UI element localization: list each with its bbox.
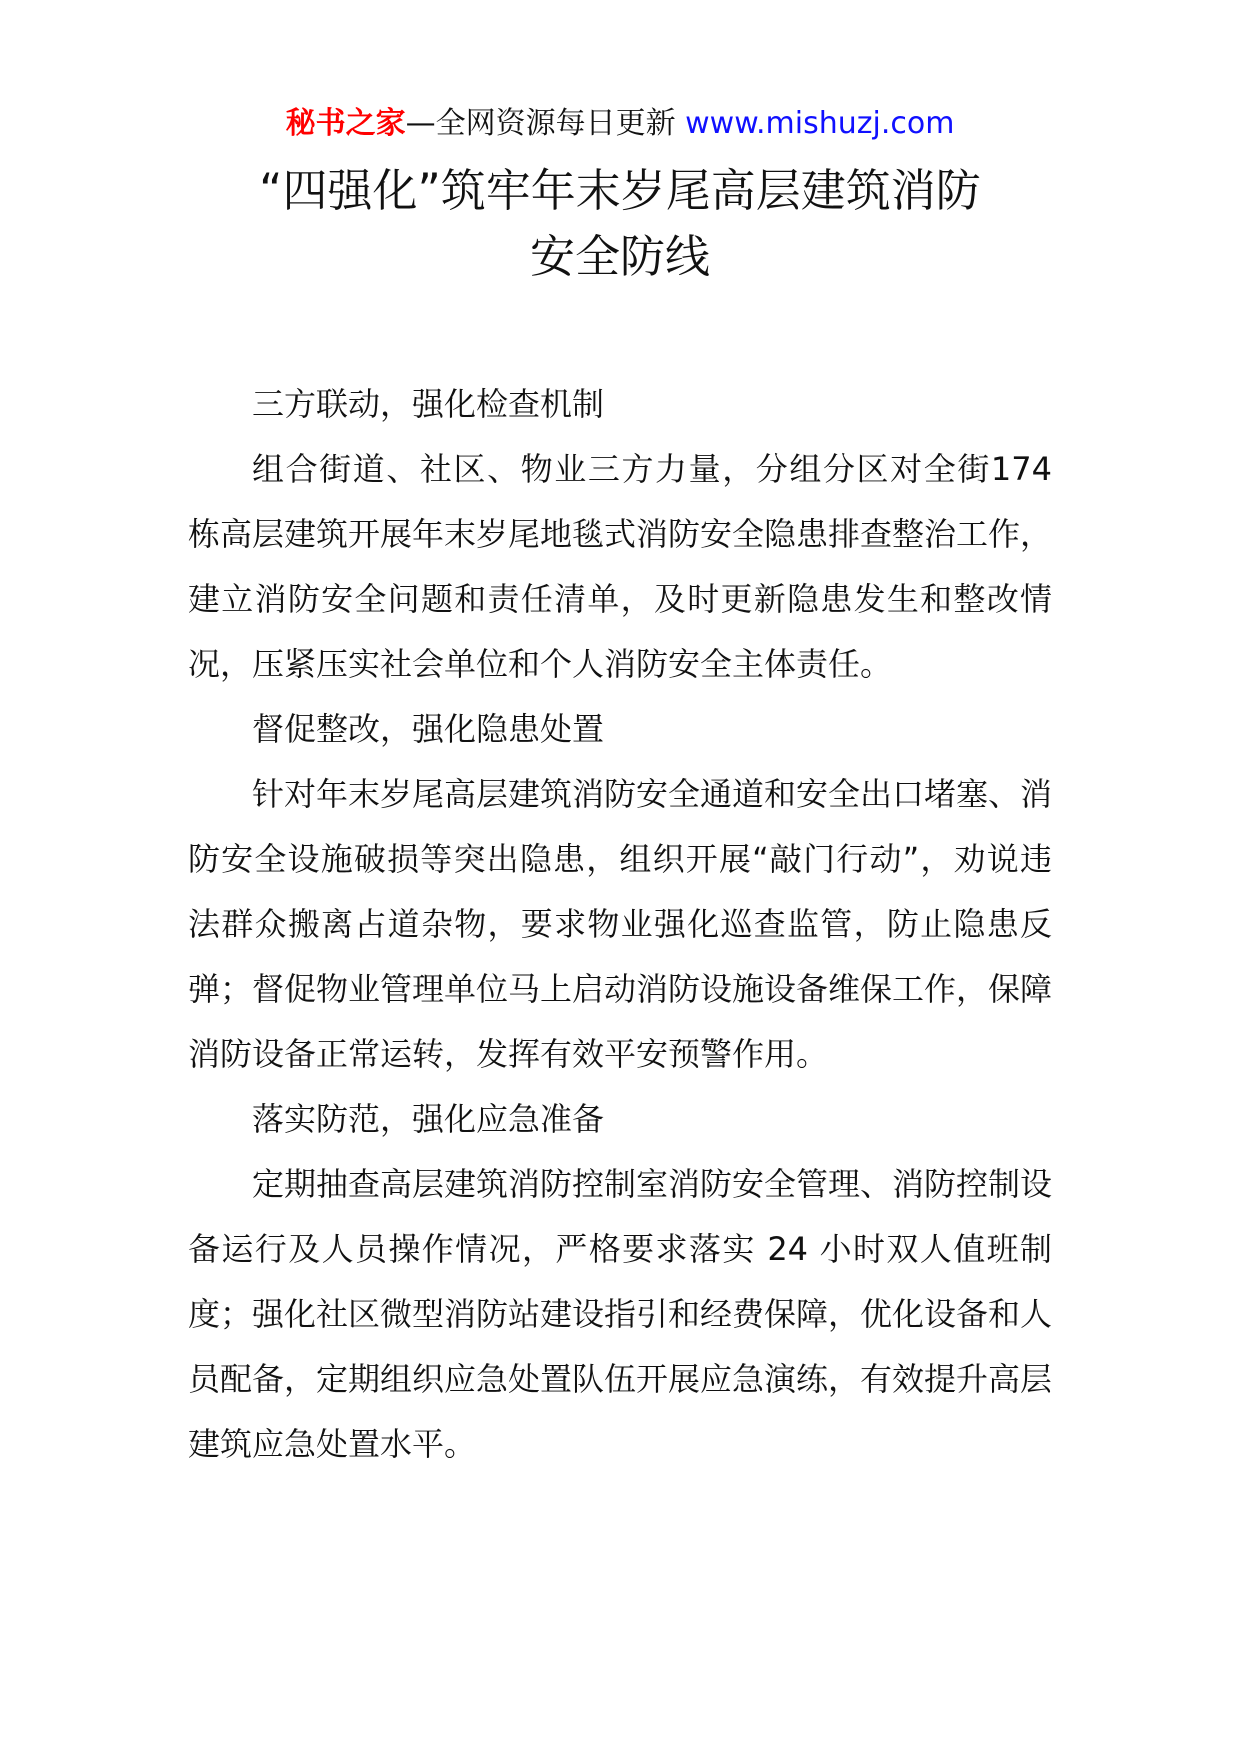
site-url[interactable]: www.mishuzj.com [685, 106, 955, 141]
section-paragraph: 定期抽查高层建筑消防控制室消防安全管理、消防控制设备运行及人员操作情况，严格要求落实 24 小时双人值班制度；强化社区微型消防站建设指引和经费保障，优化设备和人员配备，定期组织应急处置队伍开展应急演练，有效提升高层建筑应急处置水平。 [188, 1165, 1053, 1463]
section-paragraph: 组合街道、社区、物业三方力量，分组分区对全街174 栋高层建筑开展年末岁尾地毯式消防安全隐患排查整治工作，建立消防安全问题和责任清单，及时更新隐患发生和整改情况，压紧压实社会单位和个人消防安全主体责任。 [188, 450, 1053, 683]
section-heading: 落实防范，强化应急准备 [252, 1100, 605, 1138]
brand-slogan: —全网资源每日更新 [405, 106, 676, 141]
brand-name: 秘书之家 [285, 106, 406, 141]
site-banner [188, 100, 1052, 148]
section-paragraph: 针对年末岁尾高层建筑消防安全通道和安全出口堵塞、消防安全设施破损等突出隐患，组织开展“敲门行动”，劝说违法群众搬离占道杂物，要求物业强化巡查监管，防止隐患反弹；督促物业管理单位马上启动消防设施设备维保工作，保障消防设备正常运转，发挥有效平安预警作用。 [188, 775, 1053, 1073]
title-line-1: “四强化”筑牢年末岁尾高层建筑消防 [259, 164, 981, 217]
title-line-2: 安全防线 [529, 230, 710, 283]
section-heading: 督促整改，强化隐患处置 [252, 710, 605, 748]
document-body [188, 372, 1052, 1477]
section-heading: 三方联动，强化检查机制 [252, 385, 605, 423]
document-title [188, 158, 1052, 290]
